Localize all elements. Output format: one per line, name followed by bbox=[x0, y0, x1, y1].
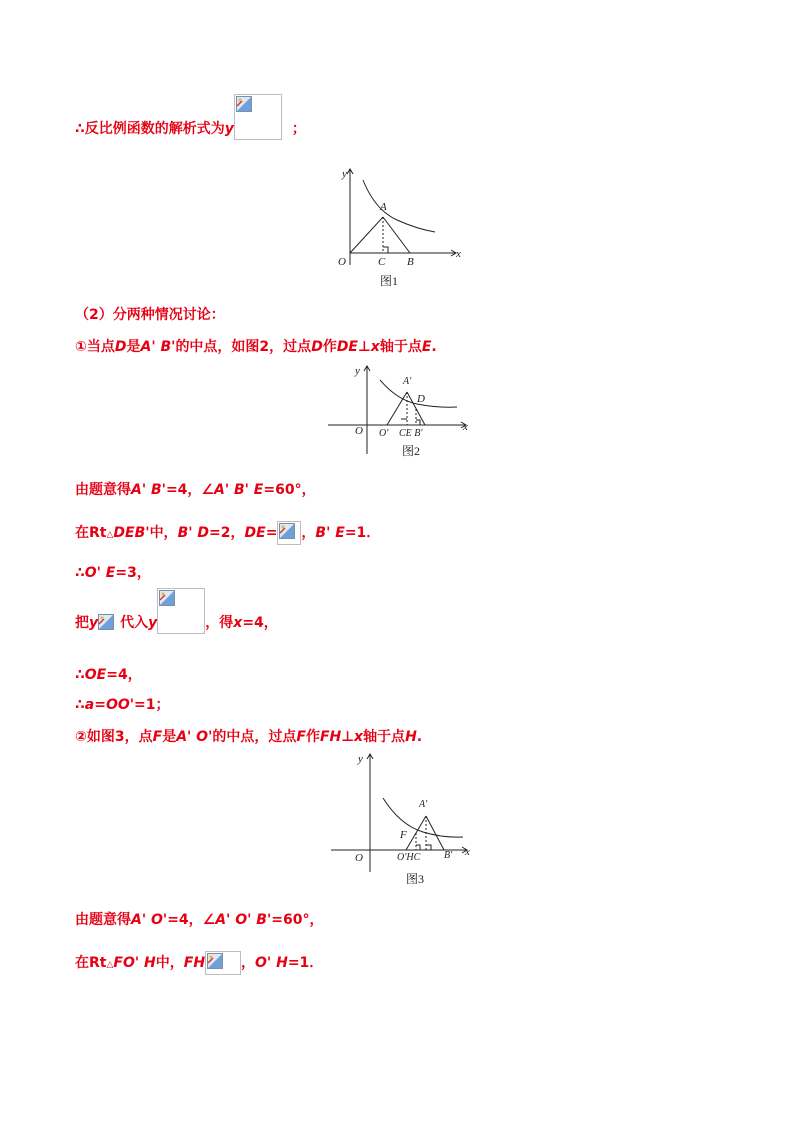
text-fragment: 是 bbox=[126, 339, 141, 355]
text-fragment: . bbox=[431, 339, 437, 355]
formula-image bbox=[277, 521, 301, 545]
text-fragment: O' H bbox=[255, 955, 288, 971]
text: （2）分两种情况讨论： bbox=[75, 307, 225, 323]
text-fragment: =60°， bbox=[263, 482, 316, 498]
text-fragment: ∴ bbox=[75, 697, 85, 713]
text-fragment: △ bbox=[106, 960, 114, 970]
figure-3 bbox=[328, 750, 478, 890]
text-fragment: 作 bbox=[305, 729, 320, 745]
text-fragment: 中， bbox=[155, 955, 184, 971]
text-fragment: x bbox=[463, 421, 468, 433]
text-fragment: DEB' bbox=[113, 525, 150, 541]
label-y: y bbox=[342, 168, 347, 180]
text-fragment: ②如图3，点 bbox=[75, 729, 153, 745]
text-fragment: B' E bbox=[315, 525, 345, 541]
text-fragment: O' bbox=[379, 428, 389, 439]
text-fragment: 由题意得 bbox=[75, 482, 131, 498]
text-fragment: x bbox=[465, 846, 470, 858]
text-fragment: F bbox=[400, 829, 407, 841]
text-fragment: DE bbox=[336, 339, 358, 355]
text-fragment: A' O' bbox=[176, 729, 213, 745]
text-fragment: ⊥ bbox=[341, 729, 355, 745]
text-fragment: D bbox=[417, 393, 425, 405]
formula-image bbox=[98, 614, 116, 632]
result-line-1 bbox=[75, 563, 151, 583]
broken-image-icon bbox=[207, 953, 223, 969]
formula-image bbox=[157, 588, 205, 634]
text-fragment: =4， bbox=[242, 615, 278, 631]
text-fragment: 轴于点 bbox=[363, 729, 406, 745]
text-fragment: 在Rt bbox=[75, 525, 107, 541]
text-fragment: 中， bbox=[149, 525, 178, 541]
text-fragment: 的中点，过点 bbox=[212, 729, 297, 745]
text-fragment: ， bbox=[301, 525, 316, 541]
given-line-1 bbox=[75, 480, 316, 500]
text-fragment: O bbox=[355, 425, 363, 437]
broken-image-icon bbox=[279, 523, 295, 539]
text-fragment: 把 bbox=[75, 615, 89, 631]
figure-1-caption: 图1 bbox=[380, 274, 399, 288]
text-fragment: ∴ bbox=[75, 667, 85, 683]
text-fragment: A' B' E bbox=[213, 482, 264, 498]
text-fragment: CE B' bbox=[399, 428, 423, 439]
broken-image-icon bbox=[236, 96, 252, 112]
text-fragment: A' O' B' bbox=[215, 912, 272, 928]
label-B: B bbox=[407, 256, 414, 268]
text-fragment: x bbox=[354, 729, 364, 745]
text-fragment: ，得 bbox=[205, 615, 234, 631]
text-fragment: FO' H bbox=[113, 955, 156, 971]
result-line-2 bbox=[75, 665, 142, 685]
text-fragment: B' D bbox=[177, 525, 210, 541]
text-fragment: x bbox=[370, 339, 380, 355]
text-fragment: =1； bbox=[134, 697, 170, 713]
text-fragment: DE bbox=[244, 525, 266, 541]
text-fragment: y bbox=[148, 615, 158, 631]
figure-3-caption: 图3 bbox=[406, 872, 425, 886]
text-fragment: = bbox=[265, 525, 278, 541]
label-A: A bbox=[380, 201, 387, 213]
text-fragment: △ bbox=[106, 530, 114, 540]
text-fragment: y bbox=[358, 753, 363, 765]
text-fragment: OE bbox=[84, 667, 107, 683]
text-fragment: =4，∠ bbox=[165, 482, 214, 498]
text-fragment: =60°， bbox=[271, 912, 324, 928]
text-fragment: 代入 bbox=[120, 615, 149, 631]
rt-triangle-line-2 bbox=[75, 951, 323, 975]
text-fragment: . bbox=[416, 729, 423, 745]
text-fragment: = bbox=[94, 697, 106, 713]
case-heading bbox=[75, 305, 225, 325]
formula-image bbox=[234, 94, 282, 140]
text-fragment: =4， bbox=[106, 667, 142, 683]
var-y: y bbox=[224, 121, 234, 137]
text-fragment: y bbox=[355, 365, 360, 377]
text-fragment: 作 bbox=[322, 339, 337, 355]
text-fragment: E bbox=[421, 339, 432, 355]
text-fragment: 在Rt bbox=[75, 955, 107, 971]
text-fragment: O bbox=[355, 852, 363, 864]
text-fragment: B' bbox=[444, 850, 453, 861]
figure-2-caption: 图2 bbox=[402, 444, 421, 458]
text-fragment: O'HC bbox=[397, 852, 421, 863]
case-1-line bbox=[75, 337, 437, 357]
text-fragment: =3， bbox=[115, 565, 151, 581]
result-line-3 bbox=[75, 695, 170, 715]
formula-line-1 bbox=[75, 118, 306, 140]
text-fragment: ∴ bbox=[75, 565, 85, 581]
text-fragment: 由题意得 bbox=[75, 912, 131, 928]
text: ∴反比例函数的解析式为 bbox=[75, 121, 225, 137]
text-fragment: =1． bbox=[287, 955, 324, 971]
text-fragment: 是 bbox=[162, 729, 177, 745]
text-fragment: A' B' bbox=[140, 339, 176, 355]
text-fragment: ⊥ bbox=[358, 339, 371, 355]
text-fragment: 轴于点 bbox=[379, 339, 422, 355]
case-2-line bbox=[75, 727, 422, 747]
text-fragment: D bbox=[114, 339, 127, 355]
text-fragment: ， bbox=[241, 955, 256, 971]
substitute-line bbox=[75, 612, 278, 634]
text-fragment: A' B' bbox=[131, 482, 166, 498]
text-fragment: FH bbox=[319, 729, 342, 745]
label-x: x bbox=[456, 248, 461, 260]
label-O: O bbox=[338, 256, 346, 268]
formula-image bbox=[205, 951, 241, 975]
text-fragment: FH bbox=[183, 955, 206, 971]
given-line-2 bbox=[75, 910, 323, 930]
broken-image-icon bbox=[98, 614, 114, 630]
text-fragment: =2， bbox=[209, 525, 245, 541]
figure-1 bbox=[325, 165, 475, 295]
figure-2 bbox=[325, 362, 475, 462]
text-fragment: F bbox=[152, 729, 163, 745]
text-fragment: x bbox=[233, 615, 243, 631]
text-fragment: A' bbox=[419, 799, 428, 810]
text-fragment: H bbox=[405, 729, 417, 745]
text-fragment: OO' bbox=[105, 697, 135, 713]
text-fragment: F bbox=[296, 729, 306, 745]
text-fragment: D bbox=[311, 339, 323, 355]
label-C: C bbox=[378, 256, 386, 268]
text-fragment: =1． bbox=[344, 525, 381, 541]
text-fragment: y bbox=[89, 615, 99, 631]
text-fragment: a bbox=[84, 697, 95, 713]
text: ； bbox=[291, 121, 306, 137]
broken-image-icon bbox=[159, 590, 175, 606]
text-fragment: O' E bbox=[84, 565, 116, 581]
text-fragment: A' bbox=[403, 376, 412, 387]
text-fragment: 的中点，如图2，过点 bbox=[175, 339, 312, 355]
rt-triangle-line-1 bbox=[75, 521, 380, 545]
text-fragment: A' O' bbox=[131, 912, 168, 928]
text-fragment: =4，∠ bbox=[167, 912, 216, 928]
text-fragment: ①当点 bbox=[75, 339, 115, 355]
